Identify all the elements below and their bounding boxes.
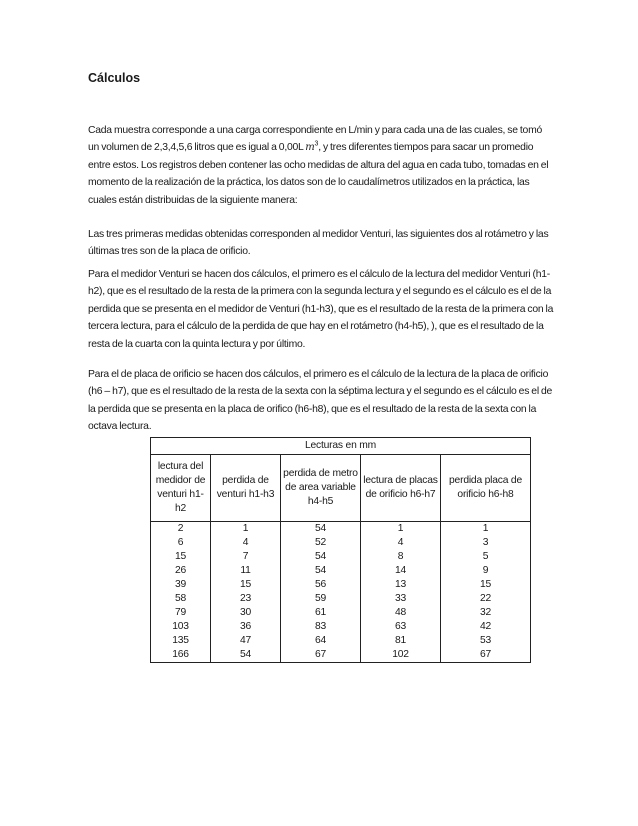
table-cell: 135 <box>151 634 211 648</box>
header-rotameter-loss: perdida de metro de area variable h4-h5 <box>281 455 361 522</box>
table-cell: 7 <box>211 550 281 564</box>
table-row <box>151 648 531 663</box>
table-cell: 81 <box>361 634 441 648</box>
table-header-row <box>151 455 531 522</box>
table-cell: 4 <box>361 536 441 550</box>
table-cell: 1 <box>361 522 441 537</box>
unit-math-symbol: m <box>305 142 315 154</box>
table-cell: 63 <box>361 620 441 634</box>
table-cell: 13 <box>361 578 441 592</box>
table-row <box>151 634 531 648</box>
header-venturi-reading: lectura del medidor de venturi h1-h2 <box>151 455 211 522</box>
table-cell: 5 <box>441 550 531 564</box>
paragraph-orifice: Para el de placa de orificio se hacen dos cálculos, el primero es el cálculo de la lectura de la placa de orificio (h6 – h7), que es el resultado de la resta de la sexta con la séptima lectura y el segundo es el cálculo es el de la perdida que se presenta en la placa de orifico (h6-h8), que es el resultado de la resta de la sexta con la octava lectura. <box>88 369 553 433</box>
table-row <box>151 522 531 537</box>
header-venturi-loss: perdida de venturi h1-h3 <box>211 455 281 522</box>
table-cell: 103 <box>151 620 211 634</box>
table-cell: 39 <box>151 578 211 592</box>
table-cell: 42 <box>441 620 531 634</box>
table-cell: 8 <box>361 550 441 564</box>
paragraph-intro-rest: , y tres diferentes tiempos para sacar un promedio entre estos. Los registros deben contener las ocho medidas de altura del agua en cada tubo, tomadas en el momento de la realización de la práctica, los datos son de lo caudalímetros utilizados en la práctica, las cuales están distribuidas de la siguiente manera: <box>88 142 549 206</box>
table-cell: 54 <box>281 522 361 537</box>
table-cell: 23 <box>211 592 281 606</box>
table-cell: 53 <box>441 634 531 648</box>
paragraph-venturi: Para el medidor Venturi se hacen dos cálculos, el primero es el cálculo de la lectura del medidor Venturi (h1- h2), que es el resultado de la resta de la primera con la segunda lectura y el segundo es el cálculo es el de la perdida que se presenta en el medidor de Venturi (h1-h3), que es el resultado de la resta de la primera con la tercera lectura, para el cálculo de la perdida de que hay en el rotámetro (h4-h5), ), que es el resultado de la resta de la cuarta con la quinta lectura y por último. <box>88 269 554 350</box>
paragraph-measurements: Las tres primeras medidas obtenidas corresponden al medidor Venturi, las siguientes dos al rotámetro y las últimas tres son de la placa de orificio. <box>88 229 549 258</box>
header-orifice-loss: perdida placa de orificio h6-h8 <box>441 455 531 522</box>
table-caption: Lecturas en mm <box>151 438 531 455</box>
table-cell: 26 <box>151 564 211 578</box>
table-row <box>151 578 531 592</box>
table-row <box>151 550 531 564</box>
table-cell: 14 <box>361 564 441 578</box>
readings-table <box>150 437 531 663</box>
table-row <box>151 536 531 550</box>
table-cell: 15 <box>211 578 281 592</box>
table-row <box>151 564 531 578</box>
table-cell: 54 <box>281 564 361 578</box>
table-cell: 2 <box>151 522 211 537</box>
table-cell: 36 <box>211 620 281 634</box>
table-cell: 3 <box>441 536 531 550</box>
table-cell: 79 <box>151 606 211 620</box>
table-cell: 4 <box>211 536 281 550</box>
paragraph-intro-text: Cada muestra corresponde a una carga correspondiente en L/min y para cada una de las cuales, se tomó un volumen de 2,3,4,5,6 litros que es igual a 0,00L <box>88 125 542 154</box>
table-row <box>151 620 531 634</box>
table-cell: 166 <box>151 648 211 663</box>
table-cell: 56 <box>281 578 361 592</box>
table-cell: 64 <box>281 634 361 648</box>
table-cell: 22 <box>441 592 531 606</box>
table-cell: 58 <box>151 592 211 606</box>
table-row <box>151 592 531 606</box>
table-cell: 6 <box>151 536 211 550</box>
table-cell: 1 <box>211 522 281 537</box>
table-cell: 67 <box>441 648 531 663</box>
table-cell: 33 <box>361 592 441 606</box>
table-cell: 54 <box>281 550 361 564</box>
table-row <box>151 606 531 620</box>
table-cell: 59 <box>281 592 361 606</box>
table-cell: 15 <box>441 578 531 592</box>
paragraph-intro <box>88 122 554 209</box>
table-cell: 47 <box>211 634 281 648</box>
table-cell: 32 <box>441 606 531 620</box>
table-cell: 1 <box>441 522 531 537</box>
table-cell: 11 <box>211 564 281 578</box>
table-cell: 48 <box>361 606 441 620</box>
table-cell: 9 <box>441 564 531 578</box>
table-cell: 54 <box>211 648 281 663</box>
table-cell: 67 <box>281 648 361 663</box>
table-cell: 61 <box>281 606 361 620</box>
table-cell: 83 <box>281 620 361 634</box>
table-cell: 15 <box>151 550 211 564</box>
unit-exponent: 3 <box>314 140 319 148</box>
table-cell: 30 <box>211 606 281 620</box>
header-orifice-reading: lectura de placas de orificio h6-h7 <box>361 455 441 522</box>
table-cell: 52 <box>281 536 361 550</box>
section-heading: Cálculos <box>88 71 141 85</box>
table-cell: 102 <box>361 648 441 663</box>
